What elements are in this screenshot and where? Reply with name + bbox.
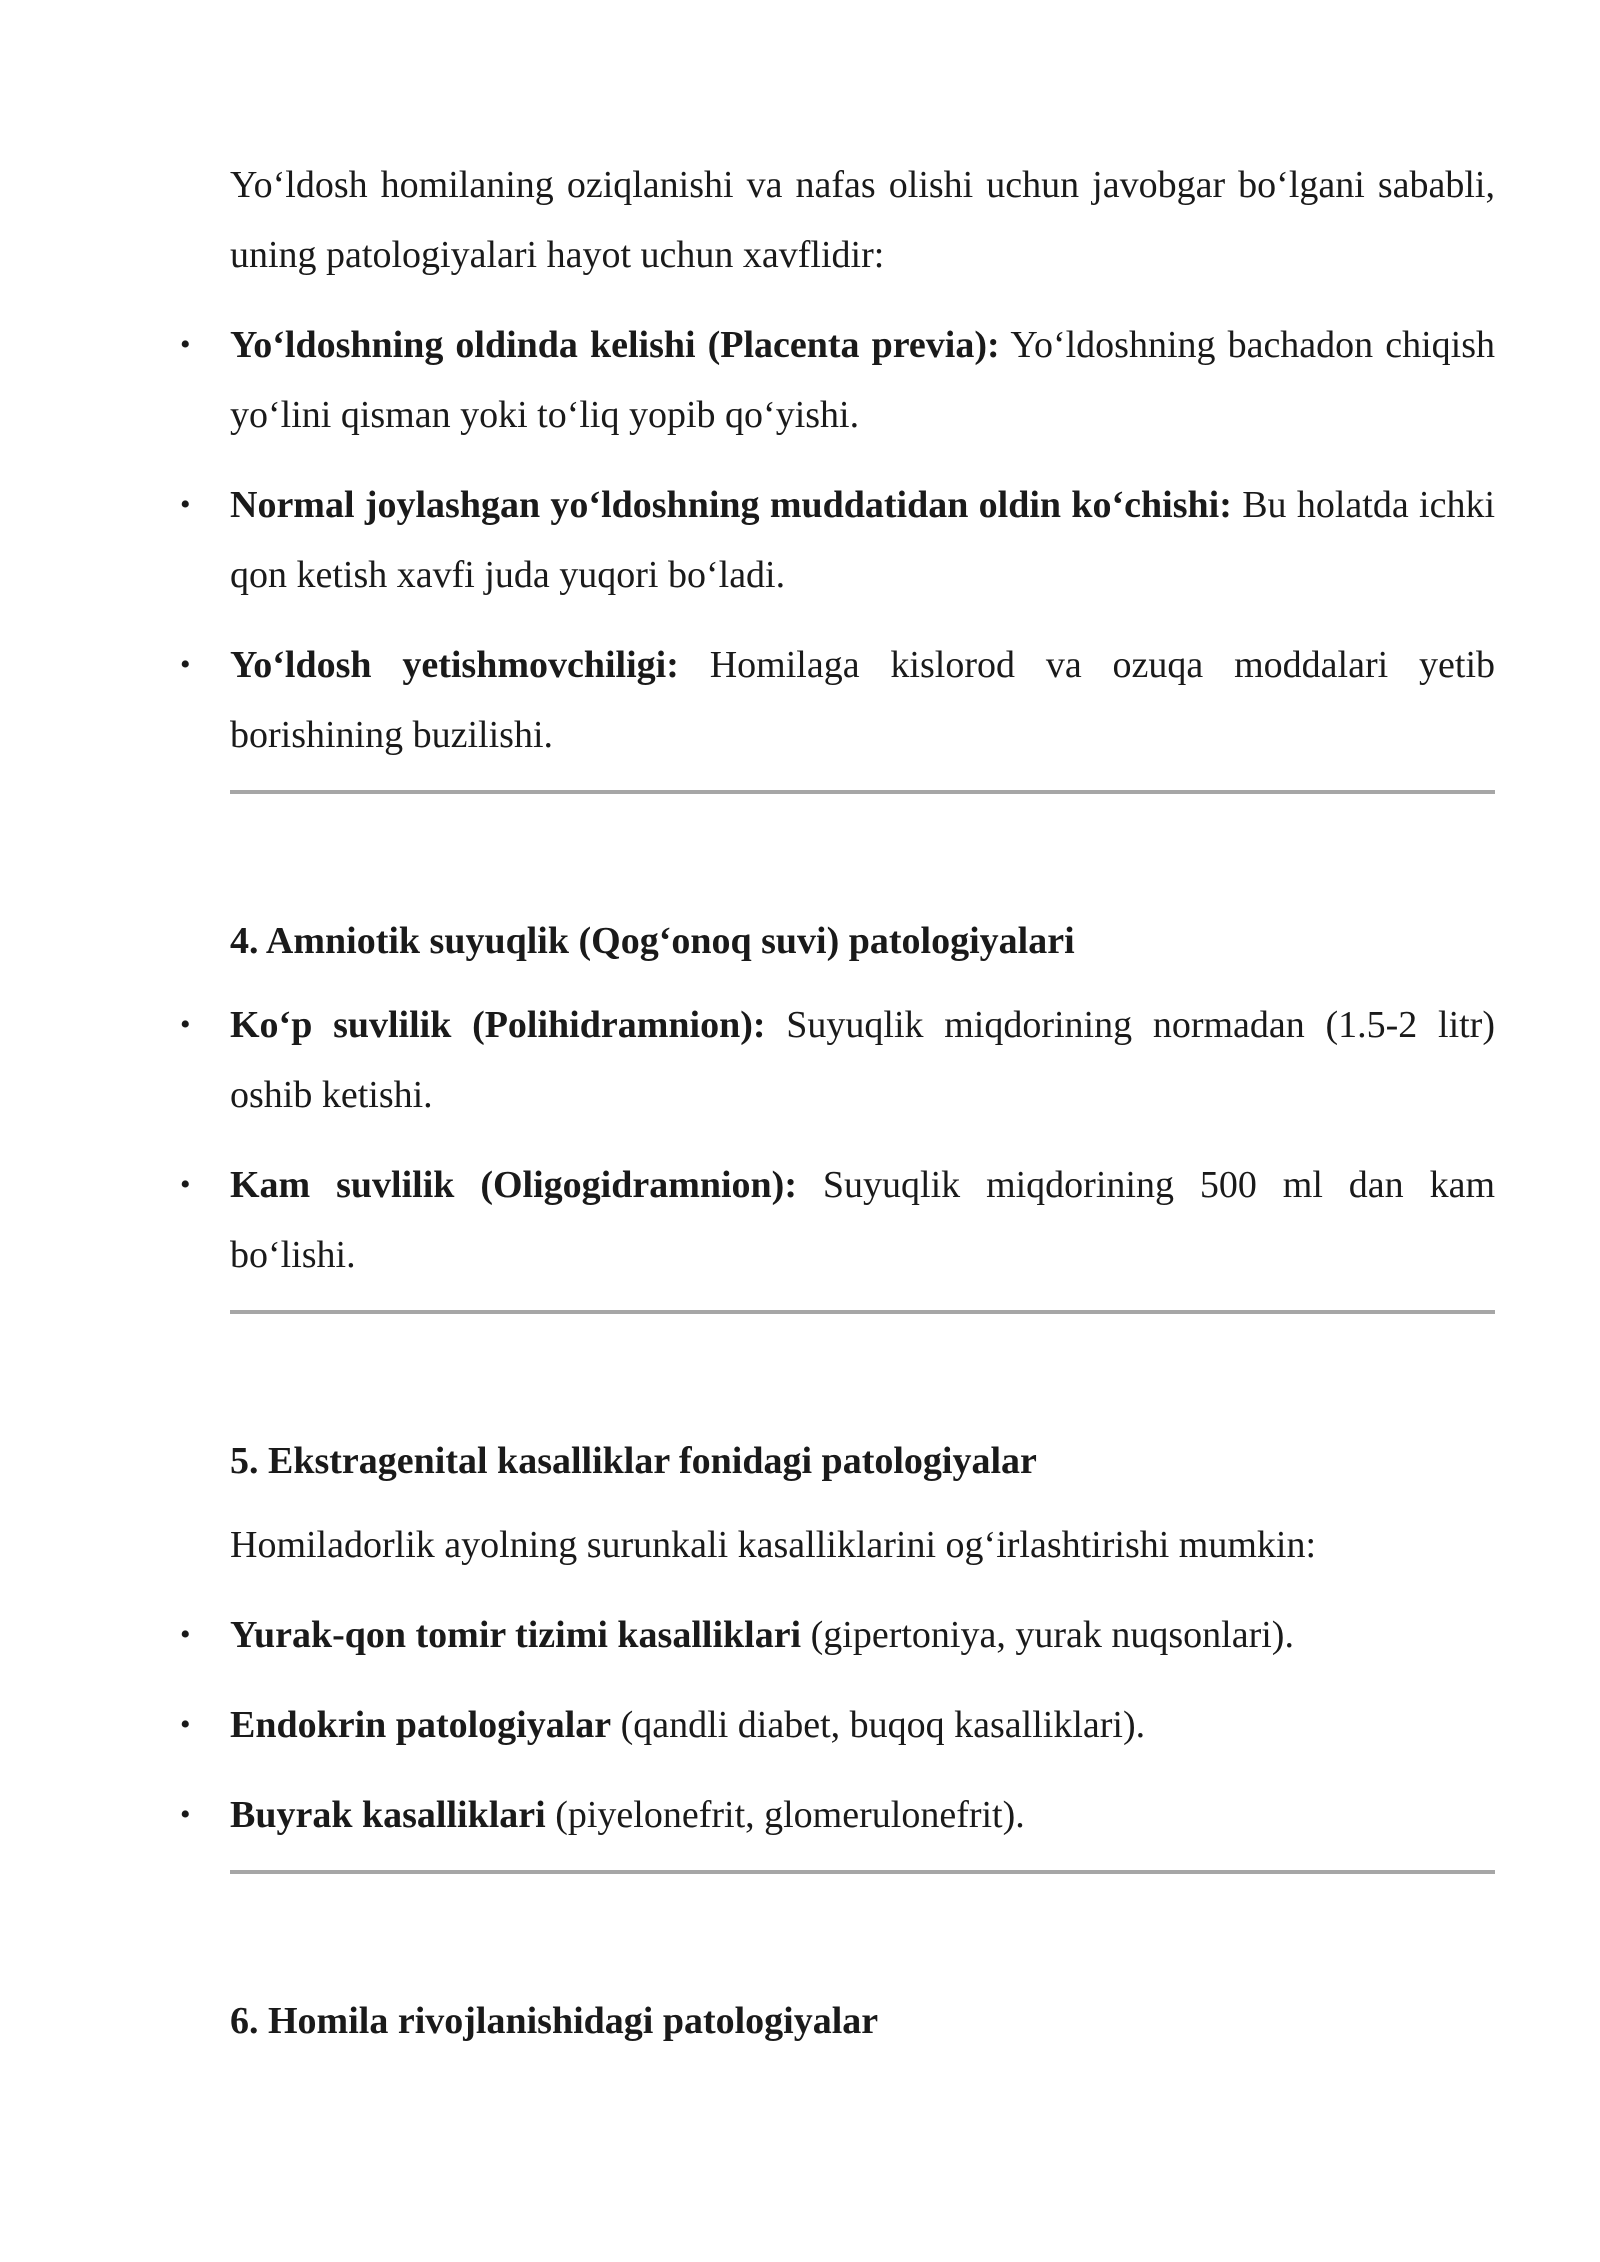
list-item-text: (gipertoniya, yurak nuqsonlari). [801,1614,1294,1656]
list-item-term: Buyrak kasalliklari [230,1794,546,1836]
bullet-icon: • [180,1008,191,1041]
list-item [180,1600,1495,1670]
extragenital-disease-list [180,1600,1495,1850]
list-item-text: Suyuqlik miqdorining normadan (1.5-2 litr) oshib ketishi. [230,1004,1495,1116]
section-divider [230,790,1495,794]
list-item-term: Normal joylashgan yo‘ldoshning muddatidan oldin ko‘chishi: [230,484,1232,526]
section-divider [230,1870,1495,1874]
list-item [180,990,1495,1130]
list-item-text: Suyuqlik miqdorining 500 ml dan kam bo‘lishi. [230,1164,1495,1276]
list-item [180,310,1496,450]
section-6-heading: 6. Homila rivojlanishidagi patologiyalar [230,2000,879,2042]
bullet-icon: • [180,488,191,521]
bullet-icon: • [180,328,191,361]
bullet-icon: • [180,1168,191,1201]
list-item-term: Yurak-qon tomir tizimi kasalliklari [230,1614,802,1656]
list-item-text: (piyelonefrit, glomerulonefrit). [545,1794,1025,1836]
list-item-term: Endokrin patologiyalar [230,1704,612,1746]
list-item [180,1150,1495,1290]
list-item [180,1780,1495,1850]
placenta-pathology-list [180,310,1496,770]
section-4-heading: 4. Amniotik suyuqlik (Qog‘onoq suvi) patologiyalari [230,920,1075,962]
list-item [180,1690,1495,1760]
amniotic-pathology-list [180,990,1495,1290]
section-divider [230,1310,1495,1314]
section-5-heading: 5. Ekstragenital kasalliklar fonidagi patologiyalar [230,1440,1037,1482]
list-item-term: Yo‘ldoshning oldinda kelishi (Placenta previa): [230,324,1000,366]
list-item-term: Ko‘p suvlilik (Polihidramnion): [230,1004,766,1046]
list-item-text: Bu holatda ichki qon ketish xavfi juda yuqori bo‘ladi. [230,484,1495,596]
placenta-intro-paragraph: Yo‘ldosh homilaning oziqlanishi va nafas olishi uchun javobgar bo‘lgani sababli, uning patologiyalari hayot uchun xavflidir: [230,164,1495,276]
list-item-text: Homilaga kislorod va ozuqa moddalari yetib borishining buzilishi. [230,644,1495,756]
list-item-term: Kam suvlilik (Oligogidramnion): [230,1164,797,1206]
document-page [180,150,1496,2070]
list-item-term: Yo‘ldosh yetishmovchiligi: [230,644,679,686]
list-item-text: (qandli diabet, buqoq kasalliklari). [611,1704,1146,1746]
list-item [180,470,1495,610]
list-item-text: Yo‘ldoshning bachadon chiqish yo‘lini qisman yoki to‘liq yopib qo‘yishi. [230,324,1496,436]
bullet-icon: • [180,1798,191,1831]
bullet-icon: • [180,1618,191,1651]
bullet-icon: • [180,1708,191,1741]
list-item [180,630,1495,770]
extragenital-intro-paragraph: Homiladorlik ayolning surunkali kasalliklarini og‘irlashtirishi mumkin: [230,1524,1317,1566]
bullet-icon: • [180,648,191,681]
